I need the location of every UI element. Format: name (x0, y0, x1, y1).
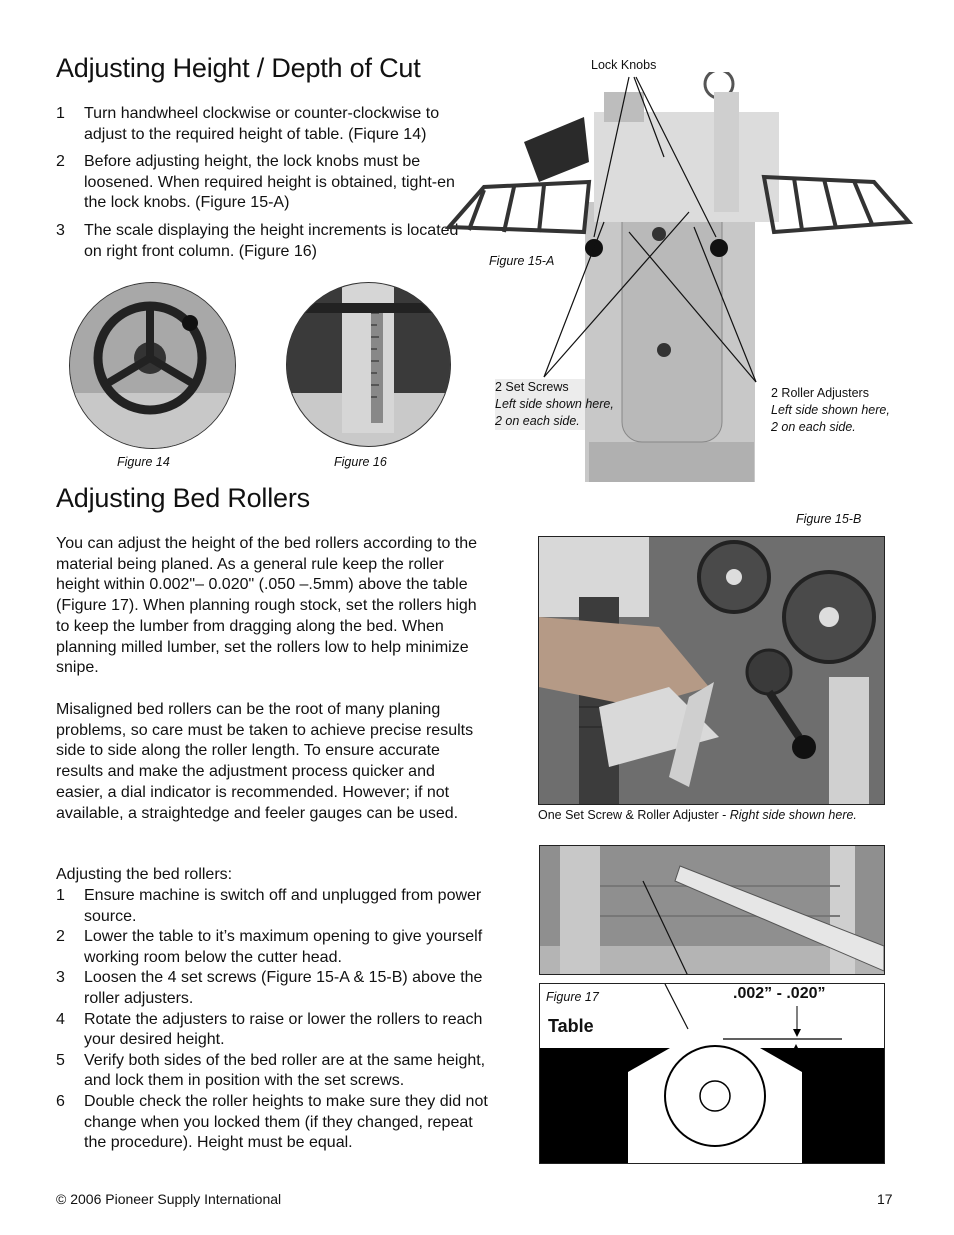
list-item: 6 Double check the roller heights to make sure they did not change when you locked them (if they changed, repeat the procedure). Height must be equal. (56, 1092, 488, 1152)
figure-15b-description: One Set Screw & Roller Adjuster - Right side shown here. (538, 808, 857, 822)
lock-knobs-label: Lock Knobs (591, 58, 657, 72)
roller-table-diagram-icon (540, 984, 884, 1163)
list-item: 3 Loosen the 4 set screws (Figure 15-A & 15-B) above the roller adjusters. (56, 969, 483, 1007)
footer-copyright: © 2006 Pioneer Supply International (56, 1191, 282, 1207)
list-item: 1 Turn handwheel clockwise or counter-clockwise to adjust to the required height of table. (Fiqure 14) (56, 105, 440, 143)
figure-16-caption: Figure 16 (334, 455, 387, 469)
figure-17-straightedge-photo (539, 845, 885, 975)
bed-rollers-intro: Adjusting the bed rollers: (56, 866, 233, 883)
section-title-height: Adjusting Height / Depth of Cut (56, 53, 421, 83)
height-steps-list (56, 104, 471, 269)
set-screws-label: 2 Set Screws Left side shown here, 2 on each side. (495, 380, 614, 428)
list-item: 4 Rotate the adjusters to raise or lower the rollers to reach your desired height. (56, 1010, 483, 1049)
list-item: 1 Ensure machine is switch off and unplugged from power source. (56, 887, 482, 925)
bed-rollers-paragraph-1: You can adjust the height of the bed rollers according to the material being planed. As a general rule keep the roller height within 0.002"– 0.020" (.050 –.5mm) above the table (Figure 17). When planning rough stock, set the rollers high to keep the lumber from dragging along the bed. When planning milled lumber, set the rollers low to help minimize snipe. (56, 535, 478, 677)
figure-17-caption: Figure 17 (546, 990, 599, 1004)
figure-15b-roller-adjuster-photo (538, 536, 885, 805)
bed-rollers-steps-list (56, 886, 496, 1154)
gear-mechanism-icon (539, 537, 884, 804)
table-label: Table (548, 1016, 594, 1036)
section-title-bed-rollers: Adjusting Bed Rollers (56, 483, 310, 513)
list-item: 2 Lower the table to it’s maximum opening to give yourself working room below the cutter head. (56, 928, 483, 966)
clearance-measurement-label: .002” - .020” (733, 985, 826, 1002)
figure-16-scale-photo (286, 282, 451, 447)
roller-adjusters-label: 2 Roller Adjusters Left side shown here, 2 on each side. (771, 386, 890, 434)
page-number: 17 (877, 1191, 893, 1207)
list-item: 3 The scale displaying the height increments is located on right front column. (Figure 16) (56, 221, 459, 260)
bed-rollers-paragraph-2: Misaligned bed rollers can be the root of many planing problems, so care must be taken to achieve precise results side to side along the roller length. To ensure accurate results and make the adjustment process quicker and easier, a dial indicator is recommended. However; if not available, a straightedge and feeler gauges can be used. (56, 701, 474, 822)
straightedge-icon (540, 846, 884, 974)
figure-14-handwheel-photo (69, 282, 236, 449)
figure-17-diagram (539, 983, 885, 1164)
figure-14-caption: Figure 14 (117, 455, 170, 469)
handwheel-icon (70, 283, 235, 448)
height-scale-icon (287, 283, 450, 446)
figure-15b-caption: Figure 15-B (796, 512, 862, 526)
list-item: 2 Before adjusting height, the lock knobs must be loosened. When required height is obtained, tight-en the lock knobs. (Figure 15-A) (56, 153, 455, 212)
list-item: 5 Verify both sides of the bed roller are at the same height, and lock them in position with the set screws. (56, 1051, 486, 1090)
figure-15a-caption: Figure 15-A (489, 254, 555, 268)
